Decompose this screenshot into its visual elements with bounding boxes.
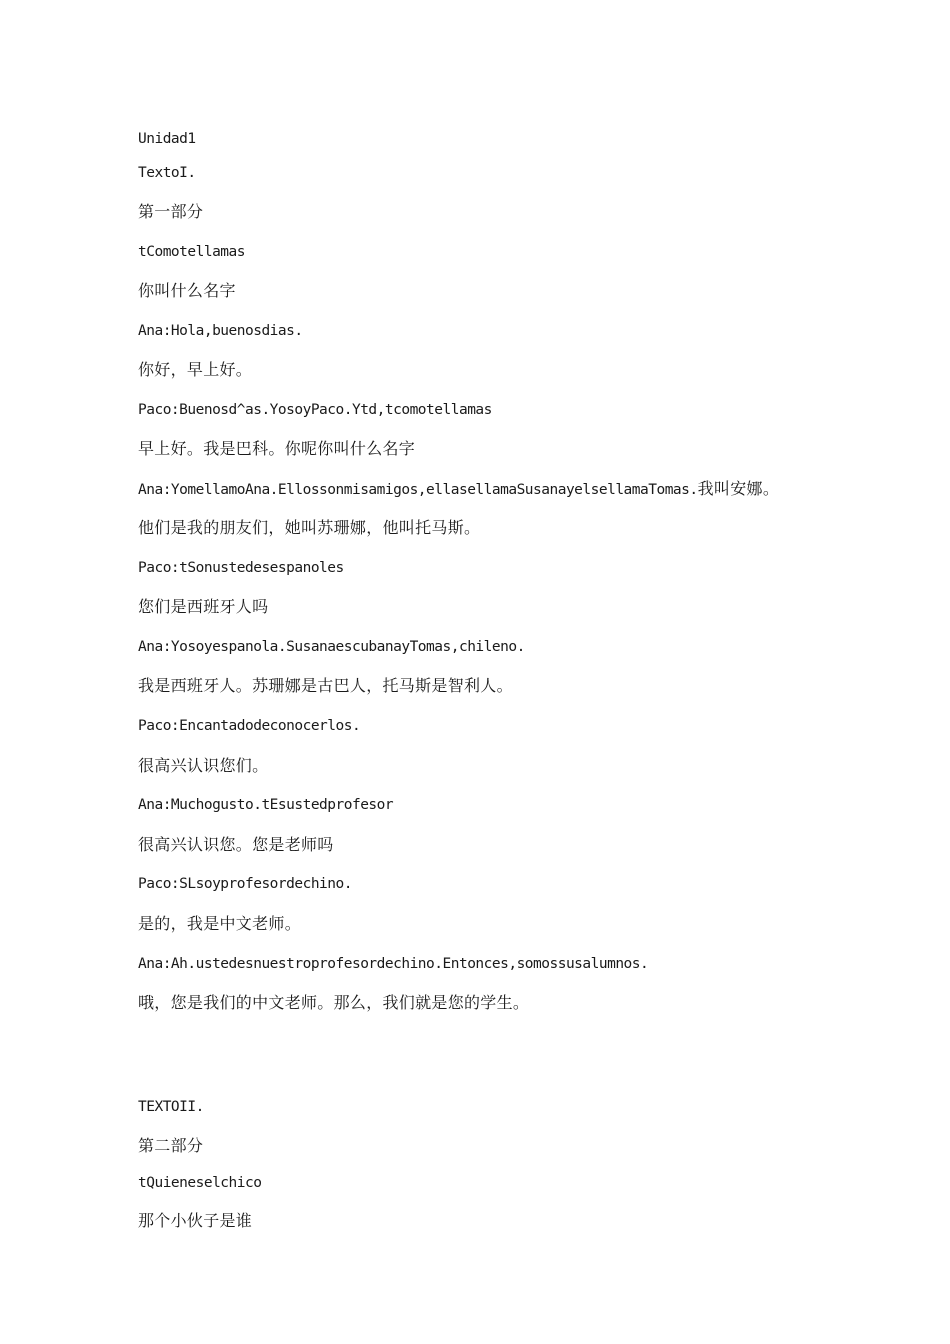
dialogue-line-es: Ana:Ah.ustedesnuestroprofesordechino.Entonces,somossusalumnos. <box>138 956 649 972</box>
dialogue-line-es: Paco:tSonustedesespanoles <box>138 560 344 576</box>
text1-title: TextoI. <box>138 165 196 181</box>
part2-subtitle-es: tQuieneselchico <box>138 1175 262 1191</box>
dialogue-line-es: Paco:Encantadodeconocerlos. <box>138 718 361 734</box>
dialogue-line-zh: 我是西班牙人。苏珊娜是古巴人，托马斯是智利人。 <box>138 676 513 695</box>
dialogue-line-es: Ana:Yosoyespanola.SusanaescubanayTomas,chileno. <box>138 639 525 655</box>
dialogue-line-zh: 早上好。我是巴科。你呢你叫什么名字 <box>138 439 416 458</box>
part2-subtitle-zh: 那个小伙子是谁 <box>138 1211 253 1230</box>
dialogue-line-zh: 您们是西班牙人吗 <box>138 597 269 616</box>
dialogue-line-zh: 他们是我的朋友们，她叫苏珊娜，他叫托马斯。 <box>138 518 481 537</box>
text2-title: TEXTOII. <box>138 1099 204 1115</box>
dialogue-line-es <box>138 479 779 500</box>
dialogue-line-es: Ana:Hola,buenosdias. <box>138 323 303 339</box>
dialogue-line-es: Ana:Muchogusto.tEsustedprofesor <box>138 797 394 813</box>
part1-heading: 第一部分 <box>138 202 204 221</box>
dialogue-line-es-text: Ana:YomellamoAna.Ellossonmisamigos,ellasellamaSusanayelsellamaTomas. <box>138 482 698 498</box>
unit-title: Unidad1 <box>138 131 196 147</box>
dialogue-line-zh: 你好，早上好。 <box>138 360 253 379</box>
part2-heading: 第二部分 <box>138 1136 204 1155</box>
part1-subtitle-es: tComotellamas <box>138 244 245 260</box>
dialogue-line-es-zh-tail: 我叫安娜。 <box>697 479 780 498</box>
dialogue-line-zh: 是的，我是中文老师。 <box>138 914 302 933</box>
dialogue-line-es: Paco:SLsoyprofesordechino. <box>138 876 352 892</box>
dialogue-line-es: Paco:Buenosd^as.YosoyPaco.Ytd,tcomotellamas <box>138 402 492 418</box>
dialogue-line-zh: 哦，您是我们的中文老师。那么，我们就是您的学生。 <box>138 993 530 1012</box>
dialogue-line-zh: 很高兴认识您们。 <box>138 756 269 775</box>
dialogue-line-zh: 很高兴认识您。您是老师吗 <box>138 835 334 854</box>
part1-subtitle-zh: 你叫什么名字 <box>138 281 236 300</box>
